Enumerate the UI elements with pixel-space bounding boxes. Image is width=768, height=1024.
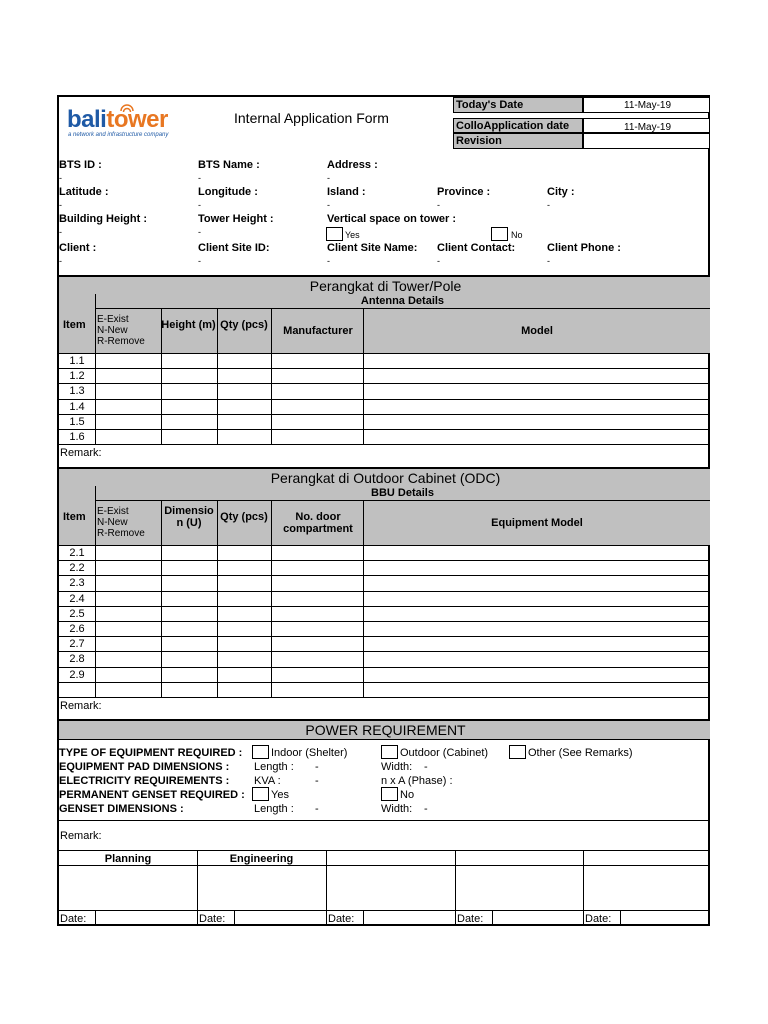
planning-date-label: Date:	[60, 913, 87, 925]
other-label: Other (See Remarks)	[528, 747, 633, 759]
tower-table-row[interactable]	[95, 414, 710, 429]
odc-item-number: 2.5	[69, 607, 85, 620]
collo-date-value: 11-May-19	[624, 122, 672, 133]
application-form	[57, 95, 710, 926]
odc-item-number: 2.4	[69, 592, 85, 605]
bts-id-value[interactable]: -	[59, 173, 62, 183]
tower-item-number: 1.5	[69, 415, 85, 428]
date-label-4: Date:	[457, 913, 484, 925]
genset-yes-checkbox[interactable]	[252, 787, 269, 801]
equipment-type-label: TYPE OF EQUIPMENT REQUIRED :	[59, 747, 243, 759]
engineering-date-label: Date:	[199, 913, 226, 925]
tower-col-status-e: E-Exist	[97, 314, 129, 325]
planning-header: Planning	[104, 853, 152, 865]
revision-label: Revision	[456, 135, 502, 147]
revision-field[interactable]	[583, 133, 710, 149]
client-value[interactable]: -	[59, 256, 62, 266]
odc-col-qty: Qty (pcs)	[220, 511, 268, 523]
odc-table-row[interactable]	[95, 651, 710, 666]
odc-table-row[interactable]	[95, 682, 710, 697]
todays-date-label: Today's Date	[456, 99, 524, 111]
kva-label: KVA :	[254, 775, 281, 787]
genset-no-label: No	[400, 789, 415, 801]
tower-item-number: 1.1	[69, 355, 85, 367]
pad-width-value[interactable]: -	[424, 761, 428, 773]
client-site-id-label: Client Site ID:	[198, 242, 270, 254]
antenna-subheader: Antenna Details	[360, 295, 445, 307]
odc-item-number: 2.2	[69, 562, 85, 575]
signature-box-4[interactable]	[455, 865, 583, 910]
genset-length-label: Length :	[254, 803, 294, 815]
tower-table-row[interactable]	[95, 353, 710, 368]
address-value[interactable]: -	[327, 173, 330, 183]
tower-item-number: 1.4	[69, 400, 85, 413]
tower-col-status-n: N-New	[97, 325, 128, 336]
bts-name-label: BTS Name :	[198, 159, 260, 171]
client-contact-label: Client Contact:	[437, 242, 516, 254]
signature-box-5[interactable]	[583, 865, 710, 910]
planning-signature-box[interactable]	[59, 865, 197, 910]
tower-table-row[interactable]	[95, 429, 710, 444]
tower-item-number: 1.3	[69, 385, 85, 398]
odc-item-number: 2.6	[69, 623, 85, 635]
client-site-name-value[interactable]: -	[327, 256, 330, 266]
vertical-space-yes-checkbox[interactable]	[326, 227, 343, 241]
odc-table-row[interactable]	[95, 545, 710, 560]
odc-col-status-e: E-Exist	[97, 506, 129, 517]
client-label: Client :	[59, 242, 97, 254]
odc-col-status-r: R-Remove	[97, 528, 145, 539]
odc-item-number: 2.7	[69, 638, 85, 651]
latitude-value[interactable]: -	[59, 200, 62, 210]
city-label: City :	[547, 186, 575, 198]
genset-width-label: Width:	[381, 803, 413, 815]
client-site-id-value[interactable]: -	[198, 256, 201, 266]
tower-col-model: Model	[521, 325, 553, 337]
genset-length-value[interactable]: -	[315, 803, 319, 815]
vertical-space-no-label: No	[511, 230, 523, 240]
odc-remark[interactable]: Remark:	[60, 700, 102, 712]
tower-table-row[interactable]	[95, 383, 710, 398]
client-site-name-label: Client Site Name:	[327, 242, 418, 254]
odc-item-number: 2.9	[69, 668, 85, 681]
odc-table-row[interactable]	[95, 606, 710, 621]
tower-height-value[interactable]: -	[198, 227, 201, 237]
odc-table-row[interactable]	[95, 560, 710, 575]
electricity-label: ELECTRICITY REQUIREMENTS :	[59, 775, 230, 787]
genset-width-value[interactable]: -	[424, 803, 428, 815]
power-section-title: POWER REQUIREMENT	[305, 722, 466, 738]
province-label: Province :	[437, 186, 491, 198]
odc-item-number: 2.1	[69, 547, 85, 559]
genset-dimensions-label: GENSET DIMENSIONS :	[59, 803, 184, 815]
bts-name-value[interactable]: -	[198, 173, 201, 183]
collo-date-label: ColloApplication date	[456, 120, 570, 132]
tower-remark[interactable]: Remark:	[60, 447, 102, 459]
tower-table-row[interactable]	[95, 368, 710, 383]
vertical-space-label: Vertical space on tower :	[327, 213, 456, 225]
phase-label: n x A (Phase) :	[381, 775, 453, 787]
tower-section-title: Perangkat di Tower/Pole	[309, 278, 462, 294]
odc-item-number: 2.8	[69, 653, 85, 666]
pad-length-value[interactable]: -	[315, 761, 319, 773]
engineering-signature-box[interactable]	[197, 865, 326, 910]
odc-col-model: Equipment Model	[491, 517, 583, 529]
pad-width-label: Width:	[381, 761, 413, 773]
genset-no-checkbox[interactable]	[381, 787, 398, 801]
indoor-checkbox[interactable]	[252, 745, 269, 759]
other-checkbox[interactable]	[509, 745, 526, 759]
vertical-space-yes-label: Yes	[345, 230, 360, 240]
logo-wordmark: balitower	[67, 106, 168, 133]
engineering-header: Engineering	[229, 853, 294, 865]
building-height-label: Building Height :	[59, 213, 147, 225]
tower-col-status-r: R-Remove	[97, 336, 145, 347]
client-phone-value[interactable]: -	[547, 256, 550, 266]
outdoor-label: Outdoor (Cabinet)	[400, 747, 489, 759]
logo-tagline: a network and infrastructure company	[68, 132, 169, 138]
city-value[interactable]: -	[547, 200, 550, 210]
client-phone-label: Client Phone :	[547, 242, 621, 254]
date-label-5: Date:	[585, 913, 612, 925]
tower-height-label: Tower Height :	[198, 213, 274, 225]
tower-col-item: Item	[63, 319, 86, 331]
todays-date-value: 11-May-19	[624, 100, 672, 111]
power-remark[interactable]: Remark:	[60, 830, 102, 842]
bbu-subheader: BBU Details	[371, 487, 434, 499]
odc-item-number: 2.3	[69, 577, 85, 590]
bts-id-label: BTS ID :	[59, 159, 102, 171]
pad-dimensions-label: EQUIPMENT PAD DIMENSIONS :	[59, 761, 230, 773]
building-height-value[interactable]: -	[59, 227, 62, 237]
odc-table-row[interactable]	[95, 575, 710, 590]
odc-col-door: No. door compartment	[283, 511, 353, 535]
tower-col-height: Height (m)	[161, 319, 216, 331]
province-value[interactable]: -	[437, 200, 440, 210]
island-label: Island :	[327, 186, 366, 198]
bali-tower-logo	[65, 104, 215, 143]
odc-table-row[interactable]	[95, 621, 710, 636]
latitude-label: Latitude :	[59, 186, 109, 198]
odc-table-row[interactable]	[95, 636, 710, 651]
signature-box-3[interactable]	[326, 865, 455, 910]
tower-table-row[interactable]	[95, 399, 710, 414]
form-title: Internal Application Form	[234, 110, 389, 126]
date-label-3: Date:	[328, 913, 355, 925]
vertical-space-no-checkbox[interactable]	[491, 227, 508, 241]
odc-table-row[interactable]	[95, 591, 710, 606]
island-value[interactable]: -	[327, 200, 330, 210]
indoor-label: Indoor (Shelter)	[271, 747, 348, 759]
longitude-label: Longitude :	[198, 186, 258, 198]
tower-item-number: 1.2	[69, 370, 85, 383]
address-label: Address :	[327, 159, 378, 171]
longitude-value[interactable]: -	[198, 200, 201, 210]
genset-required-label: PERMANENT GENSET REQUIRED :	[59, 789, 245, 801]
odc-table-row[interactable]	[95, 667, 710, 682]
tower-item-number: 1.6	[69, 431, 85, 443]
client-contact-value[interactable]: -	[437, 256, 440, 266]
odc-col-dimension: Dimension (U)	[164, 505, 214, 529]
outdoor-checkbox[interactable]	[381, 745, 398, 759]
tower-col-manufacturer: Manufacturer	[283, 325, 353, 337]
odc-section-title: Perangkat di Outdoor Cabinet (ODC)	[270, 470, 501, 486]
pad-length-label: Length :	[254, 761, 294, 773]
odc-col-item: Item	[63, 511, 86, 523]
kva-value[interactable]: -	[315, 775, 319, 787]
tower-col-qty: Qty (pcs)	[220, 319, 268, 331]
odc-col-status-n: N-New	[97, 517, 128, 528]
genset-yes-label: Yes	[271, 789, 289, 801]
